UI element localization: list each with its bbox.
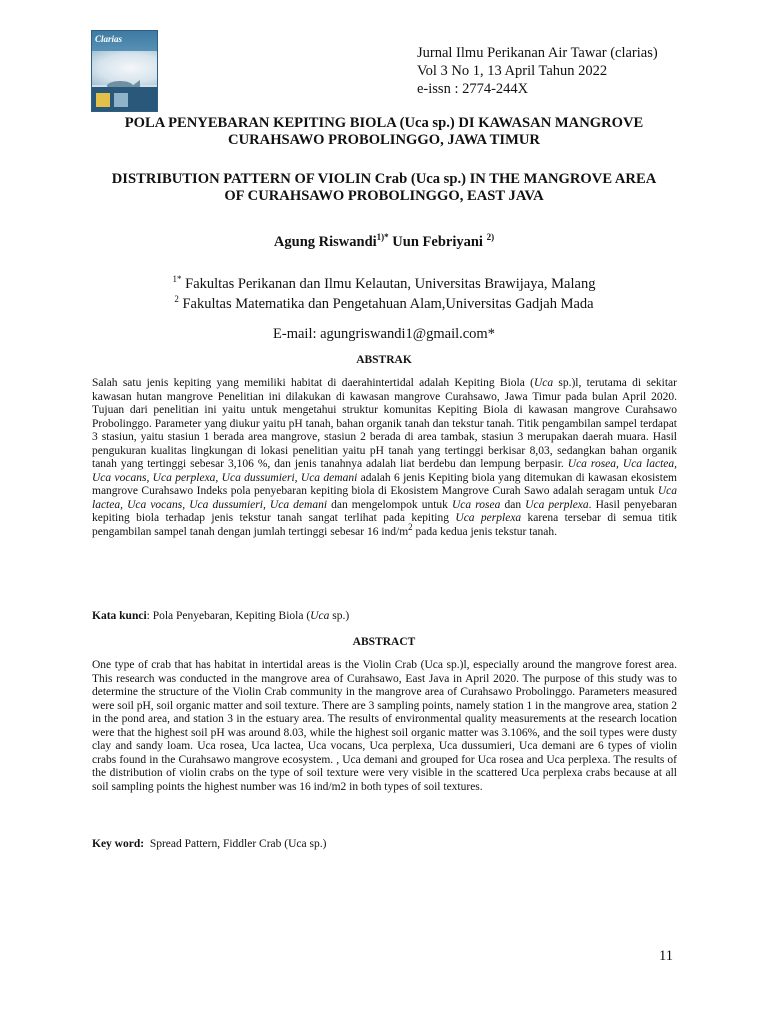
cover-logo-secondary [114, 93, 128, 107]
abstrak-text-1: Salah satu jenis kepiting yang memiliki habitat di daerahintertidal adalah Kepiting Biola ( [92, 377, 534, 389]
keywords-text: Spread Pattern, Fiddler Crab (Uca sp.) [144, 838, 327, 850]
keywords [92, 838, 326, 850]
affiliation-2 [80, 294, 688, 314]
abstrak-text-5: dan [500, 498, 526, 511]
journal-volume: Vol 3 No 1, 13 April Tahun 2022 [417, 63, 608, 79]
abstrak-species-list: Uca rosea, Uca lactea, Uca vocans, Uca perplexa, Uca dussumieri, Uca demani [92, 458, 677, 484]
abstrak-text-4: dan mengelompok untuk [327, 498, 452, 511]
abstrak-species-perplexa-2: Uca perplexa [455, 512, 522, 524]
kata-kunci-text-1: : Pola Penyebaran, Kepiting Biola ( [146, 610, 311, 622]
author-2: Uun Febriyani [392, 234, 483, 250]
abstrak-text-3: adalah 6 jenis Kepiting biola yang ditemukan di kawasan ekosistem mangrove Curahsawo Indeks pola penyebaran kepiting biola di Ekosistem Mangrove Curah Sawo adalah seragam untuk [92, 471, 677, 497]
cover-footer [92, 87, 157, 111]
affiliation-2-text: Fakultas Matematika dan Pengetahuan Alam,Universitas Gadjah Mada [182, 296, 594, 312]
affiliation-1-mark: 1* [172, 274, 182, 285]
journal-name: Jurnal Ilmu Perikanan Air Tawar (clarias) [417, 45, 658, 61]
author-1: Agung Riswandi [273, 234, 377, 250]
abstrak-body [92, 377, 677, 539]
abstrak-species-uniform: Uca lactea, Uca vocans, Uca dussumieri, Uca demani [92, 485, 677, 511]
title-indonesian [80, 115, 688, 149]
journal-issn: e-issn : 2774-244X [417, 81, 529, 97]
affiliation-1-text: Fakultas Perikanan dan Ilmu Kelautan, Universitas Brawijaya, Malang [185, 276, 596, 292]
cover-art [92, 51, 157, 85]
title-id-line2: CURAHSAWO PROBOLINGGO, JAWA TIMUR [228, 132, 540, 148]
author-list [80, 234, 688, 251]
abstrak-heading: ABSTRAK [356, 354, 412, 366]
title-en-line1: DISTRIBUTION PATTERN OF VIOLIN Crab (Uca sp.) IN THE MANGROVE AREA [111, 171, 657, 187]
abstract-body: One type of crab that has habitat in intertidal areas is the Violin Crab (Uca sp.)l, especially around the mangrove forest area. This research was conducted in the mangrove area of Curahsawo, East Java in April 2020. The purpose of this study was to determine the structure of the Violin Crab community in the mangrove area of Curahsawo Probolinggo. Parameters measured were soil pH, soil organic matter and soil texture. There are 3 sampling points, namely station 1 in the mangrove area, station 2 in the pond area, and station 3 in the estuary area. The results of environmental quality measurements at the research location were that the highest soil pH was around 8.03, while the highest soil organic matter was 3.106%, and the soil types were dusty clay and sandy loam. Uca rosea, Uca lactea, Uca vocans, Uca perplexa, Uca dussumieri, Uca demani are 6 types of violin crabs found in the Curahsawo mangrove ecosystem. , Uca demani and grouped for Uca rosea and Uca perplexa. The results of the distribution of violin crabs on the type of soil texture were very visible in the scattered Uca perplexa crabs because at all soil sampling points the highest number was 16 ind/m2 in both types of soil textures. [92, 659, 677, 793]
author-2-mark: 2) [486, 232, 495, 243]
page-number: 11 [659, 948, 673, 964]
journal-cover-image [91, 30, 158, 112]
abstrak-species-perplexa: Uca perplexa [525, 498, 589, 511]
keywords-label: Key word: [92, 838, 145, 850]
abstrak-unit-sup: 2 [408, 521, 413, 532]
abstrak-species-rosea: Uca rosea [451, 498, 501, 511]
affiliations [80, 274, 688, 314]
affiliation-2-mark: 2 [174, 294, 179, 305]
cover-title: Clarias [95, 34, 123, 44]
kata-kunci-label: Kata kunci [92, 610, 147, 622]
abstrak-text-7: karena tersebar di semua titik pengambilan sampel tanah dengan jumlah tertinggi sebesar 16 ind/m [92, 512, 677, 538]
kata-kunci-text-2: sp.) [329, 610, 350, 622]
kata-kunci-species: Uca [310, 610, 330, 622]
contact-email: E-mail: agungriswandi1@gmail.com* [273, 326, 495, 342]
abstrak-species-1: Uca [533, 377, 554, 389]
abstrak-text-2: sp.)l, terutama di sekitar kawasan hutan mangrove Penelitian ini dilakukan di kawasan mangrove Curahsawo, Jawa Timur pada bulan April 2020. Tujuan dari penelitian ini yaitu untuk mengetahui struktur komunitas Kepiting Biola di kawasan mangrove Curahsawo Probolinggo. Parameter yang diukur yaitu pH tanah, bahan organik tanah dan tekstur tanah. Titik pengambilan sampel terdapat 3 stasiun, yaitu stasiun 1 berada area mangrove, stasiun 2 berada di area tambak, stasiun 3 merupakan daerah muara. Hasil pengukuran kualitas lingkungan di lokasi penelitian yaitu pH tanah yang tertinggi berkisar 8,03, sedangkan bahan organik tanah yang tertinggi sebesar 3,106 %, dan jenis tanahnya adalah liat berdebu dan lempung berpasir. [92, 377, 677, 470]
journal-header [417, 44, 658, 98]
title-id-line1: POLA PENYEBARAN KEPITING BIOLA (Uca sp.) DI KAWASAN MANGROVE [124, 115, 644, 131]
kata-kunci [92, 610, 349, 622]
abstrak-text-6: . Hasil penyebaran kepiting biola terhadap jenis tekstur tanah sangat terlihat pada kepiting [92, 498, 677, 524]
cover-logo [96, 93, 110, 107]
abstrak-text-8: pada kedua jenis tekstur tanah. [412, 525, 558, 538]
title-english [80, 171, 688, 205]
affiliation-1 [80, 274, 688, 294]
author-1-mark: 1)* [376, 232, 389, 243]
title-en-line2: OF CURAHSAWO PROBOLINGGO, EAST JAVA [224, 188, 544, 204]
abstract-heading: ABSTRACT [352, 636, 416, 648]
